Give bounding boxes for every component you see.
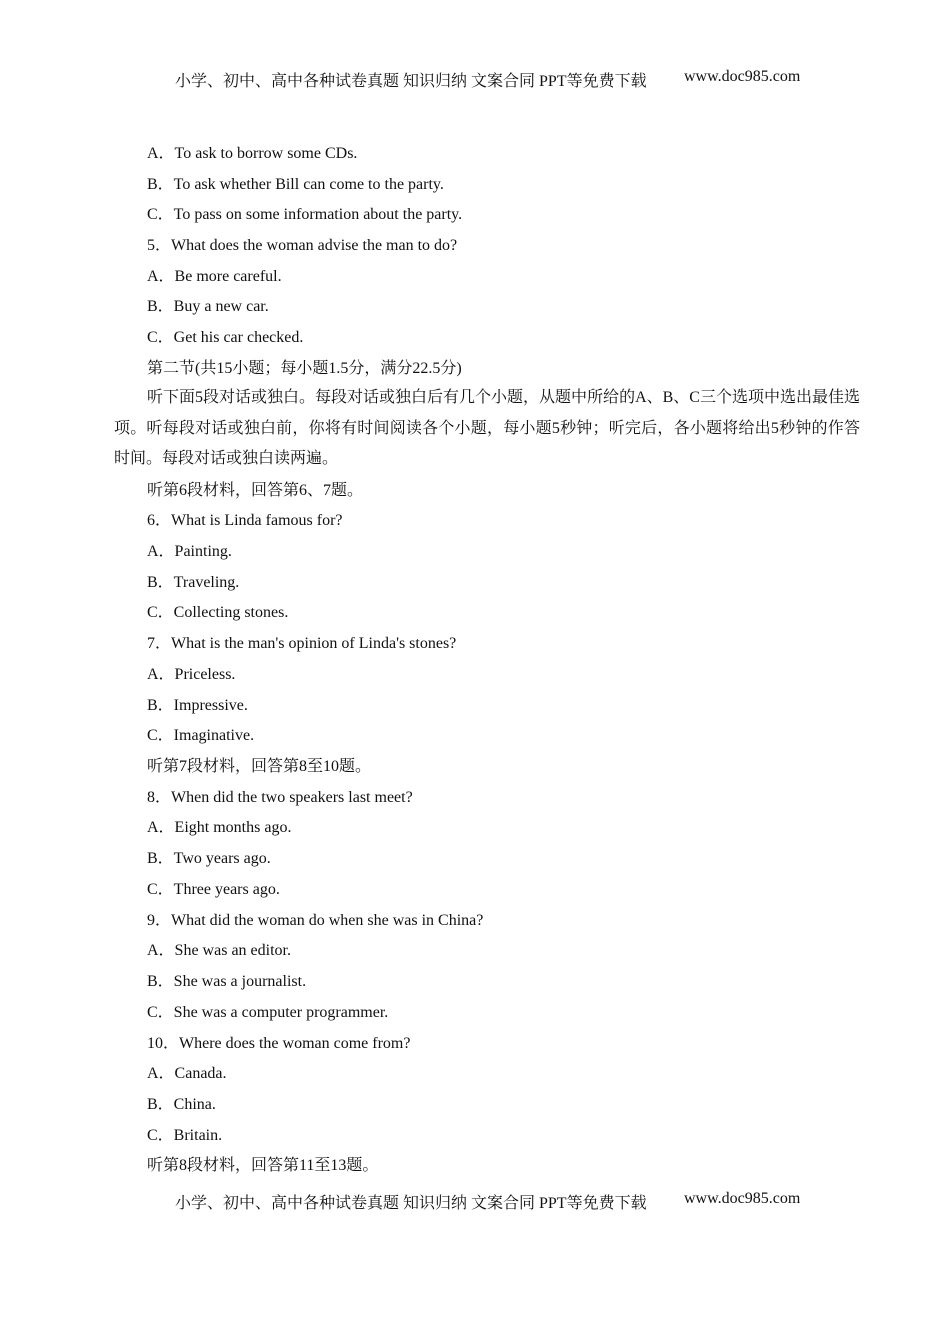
question-7: 7．What is the man's opinion of Linda's stones?: [147, 635, 457, 652]
option-4b: B．To ask whether Bill can come to the party.: [147, 176, 444, 193]
option-6a: A．Painting.: [147, 543, 232, 560]
section-heading: 第二节(共15小题；每小题1.5分，满分22.5分): [147, 360, 462, 377]
footer-url: www.doc985.com: [684, 1190, 801, 1207]
option-6b: B．Traveling.: [147, 574, 240, 591]
option-5a: A．Be more careful.: [147, 268, 282, 285]
question-6: 6．What is Linda famous for?: [147, 512, 343, 529]
option-6c: C．Collecting stones.: [147, 604, 289, 621]
header-url: www.doc985.com: [684, 68, 801, 85]
option-10c: C．Britain.: [147, 1127, 223, 1144]
question-9: 9．What did the woman do when she was in China?: [147, 912, 484, 929]
option-7b: B．Impressive.: [147, 697, 248, 714]
option-7c: C．Imaginative.: [147, 727, 255, 744]
option-4c: C．To pass on some information about the party.: [147, 206, 463, 223]
option-9b: B．She was a journalist.: [147, 973, 307, 990]
option-5b: B．Buy a new car.: [147, 298, 269, 315]
material-7-heading: 听第7段材料，回答第8至10题。: [147, 758, 372, 775]
material-8-heading: 听第8段材料，回答第11至13题。: [147, 1157, 379, 1174]
footer-text: 小学、初中、高中各种试卷真题 知识归纳 文案合同 PPT等免费下载: [175, 1195, 647, 1212]
option-10a: A．Canada.: [147, 1065, 227, 1082]
option-8c: C．Three years ago.: [147, 881, 280, 898]
option-5c: C．Get his car checked.: [147, 329, 304, 346]
option-4a: A．To ask to borrow some CDs.: [147, 145, 358, 162]
option-9c: C．She was a computer programmer.: [147, 1004, 389, 1021]
question-10: 10．Where does the woman come from?: [147, 1035, 411, 1052]
option-8b: B．Two years ago.: [147, 850, 271, 867]
instructions-paragraph: 听下面5段对话或独白。每段对话或独白后有几个小题，从题中所给的A、B、C三个选项中选出最佳选项。听每段对话或独白前，你将有时间阅读各个小题，每小题5秒钟；听完后，各小题将给出5秒钟的作答时间。每段对话或独白读两遍。: [114, 389, 860, 468]
header-text: 小学、初中、高中各种试卷真题 知识归纳 文案合同 PPT等免费下载: [175, 73, 647, 90]
question-5: 5．What does the woman advise the man to do?: [147, 237, 458, 254]
option-10b: B．China.: [147, 1096, 216, 1113]
option-9a: A．She was an editor.: [147, 942, 291, 959]
question-8: 8．When did the two speakers last meet?: [147, 789, 413, 806]
option-8a: A．Eight months ago.: [147, 819, 292, 836]
material-6-heading: 听第6段材料，回答第6、7题。: [147, 482, 364, 499]
option-7a: A．Priceless.: [147, 666, 236, 683]
